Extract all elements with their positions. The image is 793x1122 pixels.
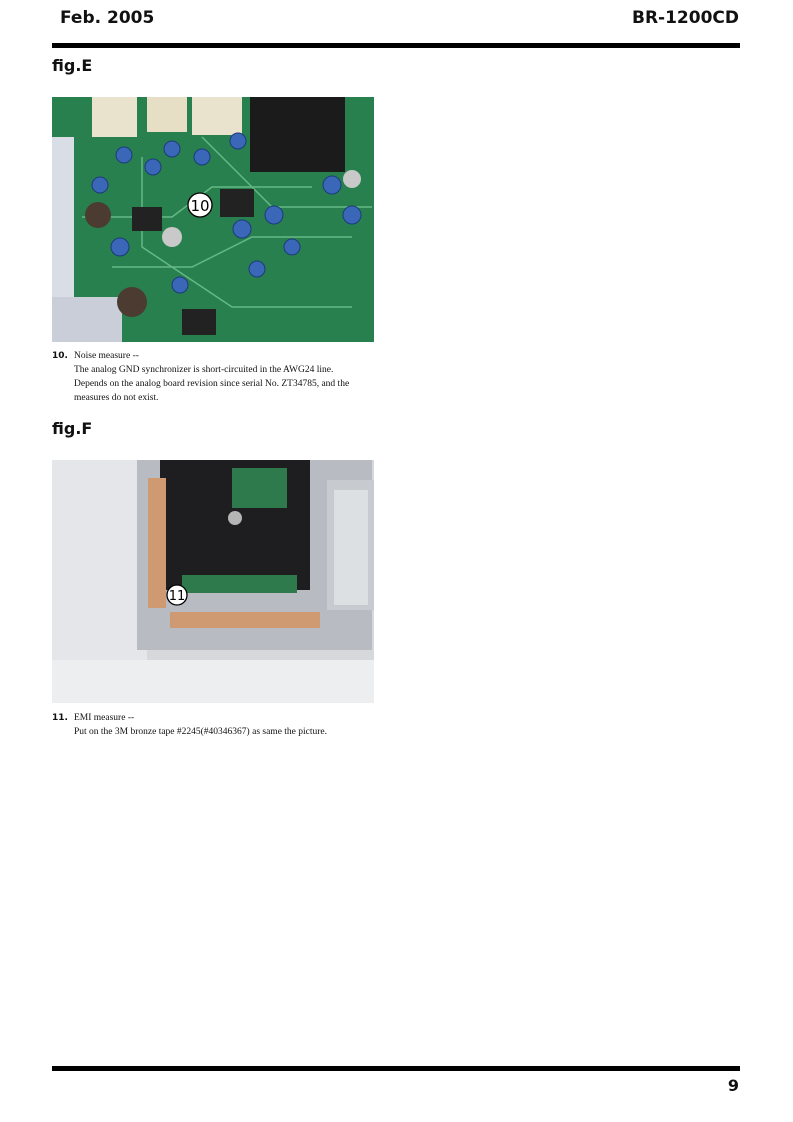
- header-rule: [52, 43, 740, 48]
- header-date: Feb. 2005: [60, 8, 155, 28]
- figure-e-callout: 10: [190, 197, 210, 215]
- caption-line: The analog GND synchronizer is short-circuited in the AWG24 line.: [74, 365, 334, 375]
- caption-title: EMI measure --: [74, 713, 135, 723]
- footer-rule: [52, 1066, 740, 1071]
- figure-e-label: fig.E: [52, 56, 93, 75]
- page-number: 9: [727, 1076, 739, 1095]
- caption-line: Depends on the analog board revision since serial No. ZT34785, and the: [74, 379, 350, 389]
- figure-f-callout: 11: [168, 589, 186, 604]
- figure-e-caption: [52, 349, 382, 405]
- figure-f-caption: [52, 711, 382, 739]
- figure-e-photo: [52, 97, 374, 342]
- header-model: BR-1200CD: [631, 8, 739, 28]
- caption-title: Noise measure --: [74, 351, 139, 361]
- figure-f-photo: [52, 460, 374, 703]
- caption-line: measures do not exist.: [74, 393, 159, 403]
- caption-number: 10.: [52, 351, 68, 361]
- figure-f-label: fig.F: [52, 419, 93, 438]
- caption-number: 11.: [52, 713, 68, 723]
- caption-line: Put on the 3M bronze tape #2245(#40346367) as same the picture.: [74, 727, 328, 737]
